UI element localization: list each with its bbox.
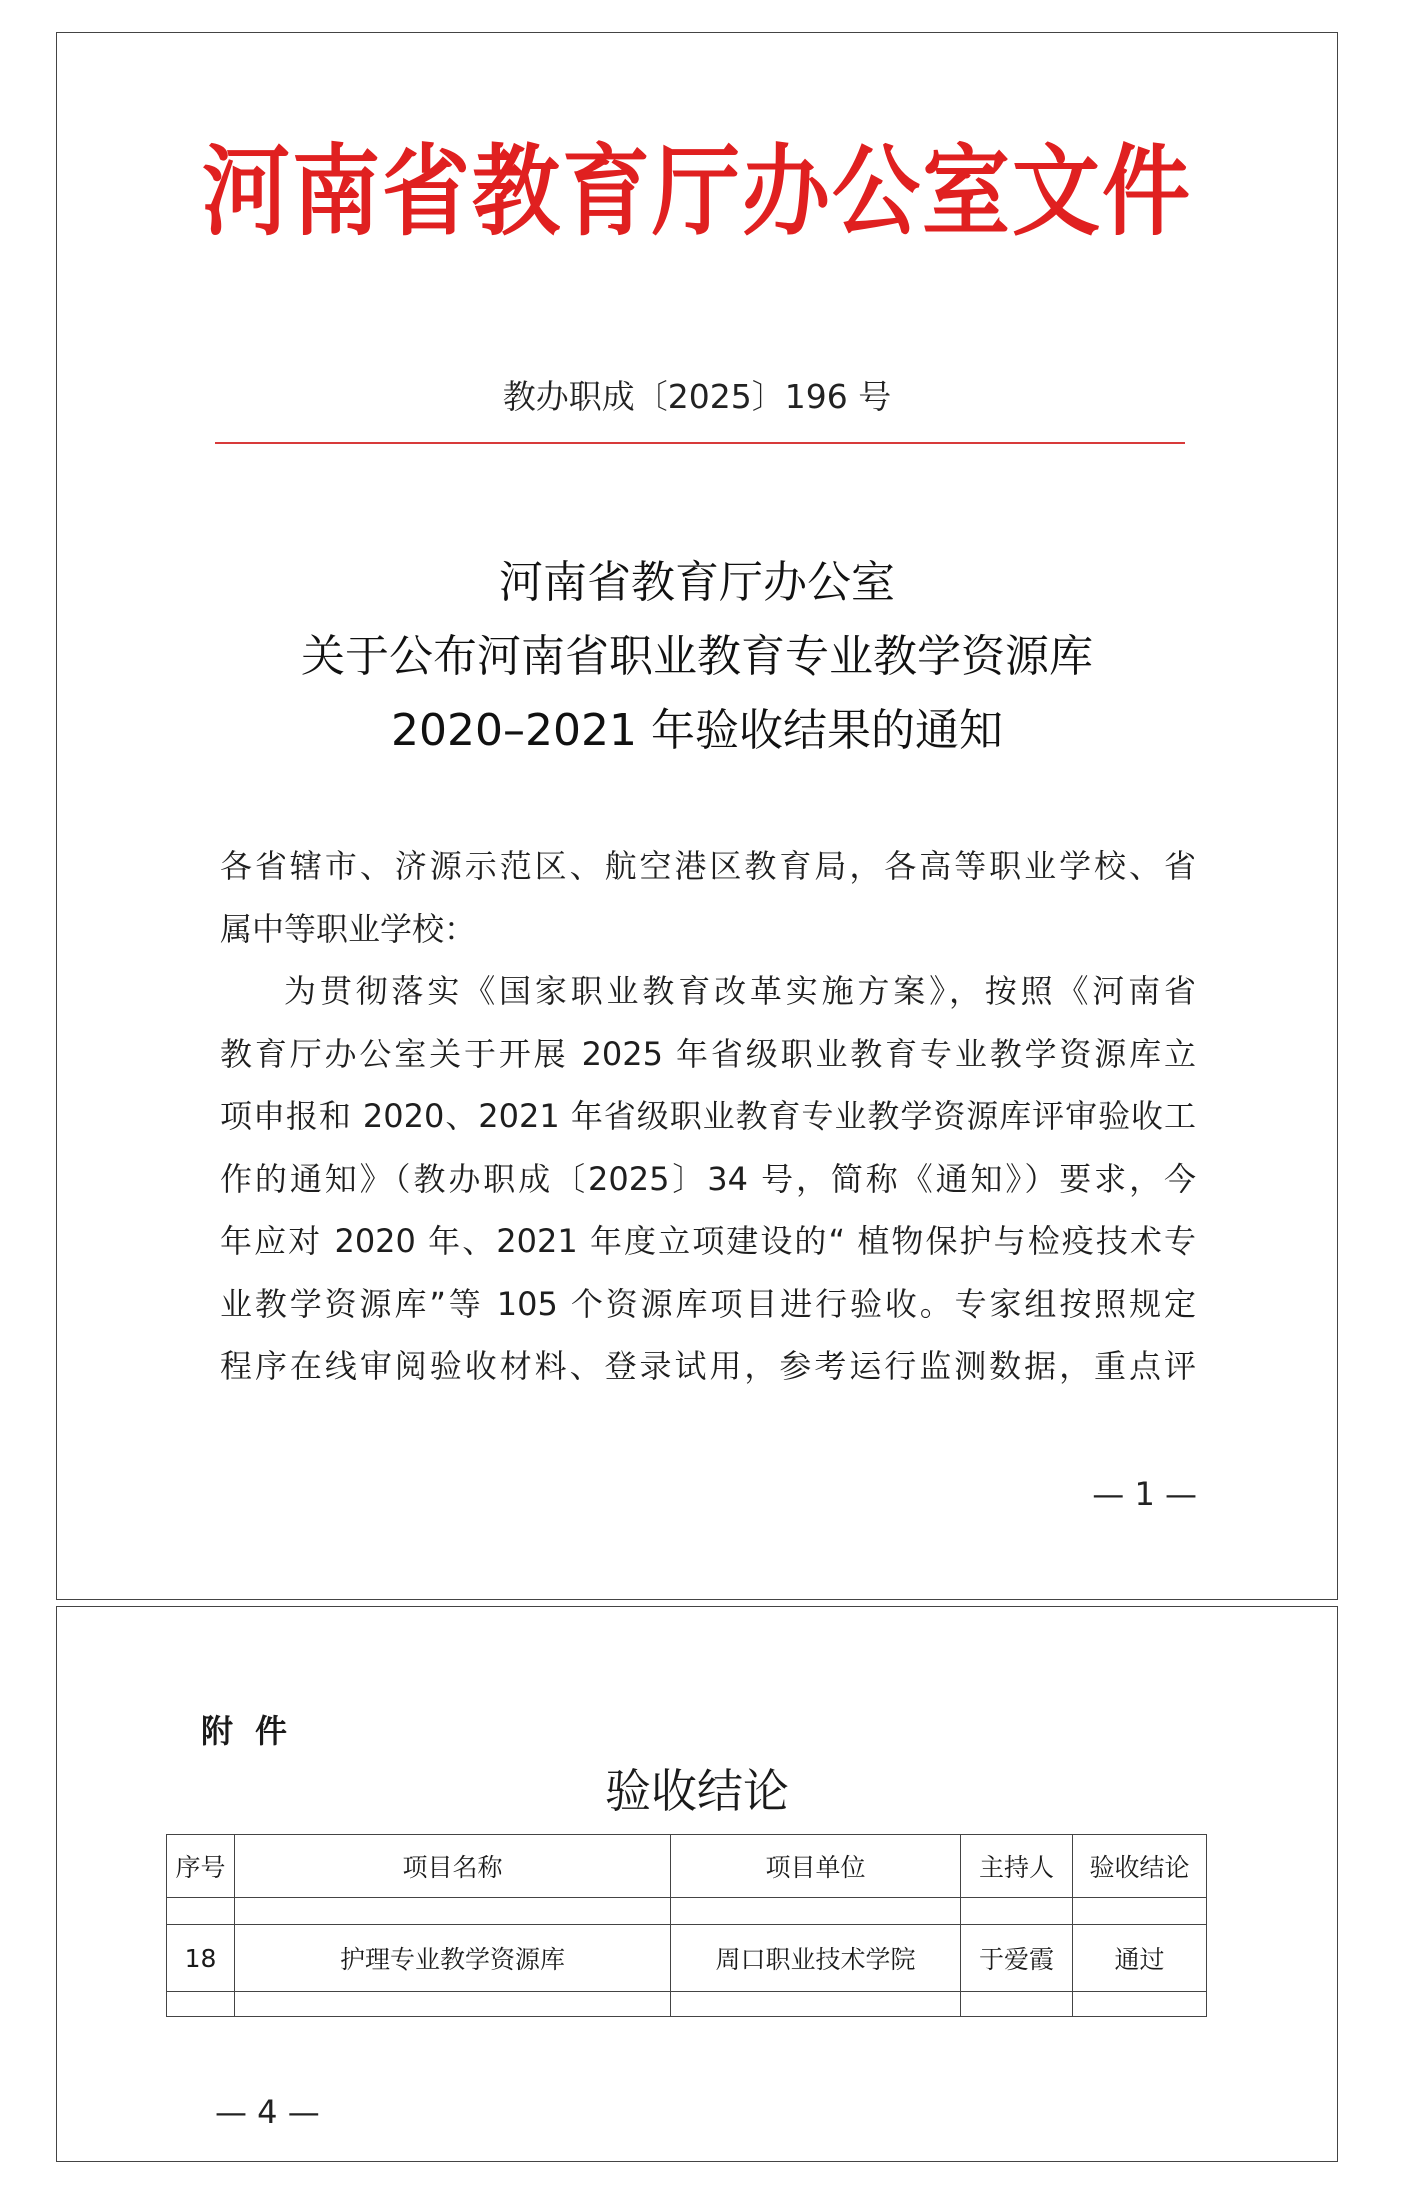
body-line: 各省辖市、济源示范区、航空港区教育局，各高等职业学校、省 — [220, 847, 1196, 885]
table-gap-row — [167, 1898, 1207, 1925]
page-number: — 1 — — [1092, 1475, 1197, 1513]
notice-title-line-3: 2020–2021 年验收结果的通知 — [391, 705, 1003, 756]
cell-project-name: 护理专业教学资源库 — [235, 1925, 671, 1992]
body-line: 项申报和 2020、2021 年省级职业教育专业教学资源库评审验收工 — [220, 1097, 1196, 1135]
body-line: 业教学资源库”等 105 个资源库项目进行验收。专家组按照规定 — [220, 1284, 1196, 1323]
notice-title-line-2: 关于公布河南省职业教育专业教学资源库 — [301, 631, 1093, 682]
document-number: 教办职成〔2025〕196 号 — [502, 377, 892, 416]
body-line: 教育厅办公室关于开展 2025 年省级职业教育专业教学资源库立 — [220, 1034, 1196, 1073]
cell-conclusion: 通过 — [1073, 1925, 1207, 1992]
attachment-label: 附件 — [201, 1712, 310, 1750]
body-line: 属中等职业学校： — [220, 909, 477, 948]
body-line: 为贯彻落实《国家职业教育改革实施方案》，按照《河南省 — [284, 972, 1196, 1010]
header-project-name: 项目名称 — [235, 1835, 671, 1898]
cell-index: 18 — [167, 1925, 235, 1992]
body-line: 作的通知》（教办职成〔2025〕34 号，简称《通知》）要求，今 — [220, 1159, 1196, 1198]
table-gap-row — [167, 1992, 1207, 2017]
table-title: 验收结论 — [605, 1764, 789, 1818]
notice-body — [220, 835, 1196, 1398]
header-index: 序号 — [167, 1835, 235, 1898]
cell-host: 于爱霞 — [961, 1925, 1073, 1992]
header-project-unit: 项目单位 — [671, 1835, 961, 1898]
body-line: 程序在线审阅验收材料、登录试用，参考运行监测数据，重点评 — [220, 1347, 1196, 1385]
page-number: — 4 — — [215, 2093, 320, 2131]
header-conclusion: 验收结论 — [1073, 1835, 1207, 1898]
header-host: 主持人 — [961, 1835, 1073, 1898]
table-row — [167, 1925, 1207, 1992]
notice-title-line-1: 河南省教育厅办公室 — [499, 557, 895, 608]
body-line: 年应对 2020 年、2021 年度立项建设的“ 植物保护与检疫技术专 — [220, 1222, 1196, 1260]
document-page-4 — [56, 1606, 1338, 2162]
acceptance-results-table — [166, 1834, 1207, 2017]
document-page-1 — [56, 32, 1338, 1600]
red-divider-line — [215, 442, 1185, 444]
cell-project-unit: 周口职业技术学院 — [671, 1925, 961, 1992]
red-header-banner: 河南省教育厅办公室文件 — [201, 133, 1192, 250]
